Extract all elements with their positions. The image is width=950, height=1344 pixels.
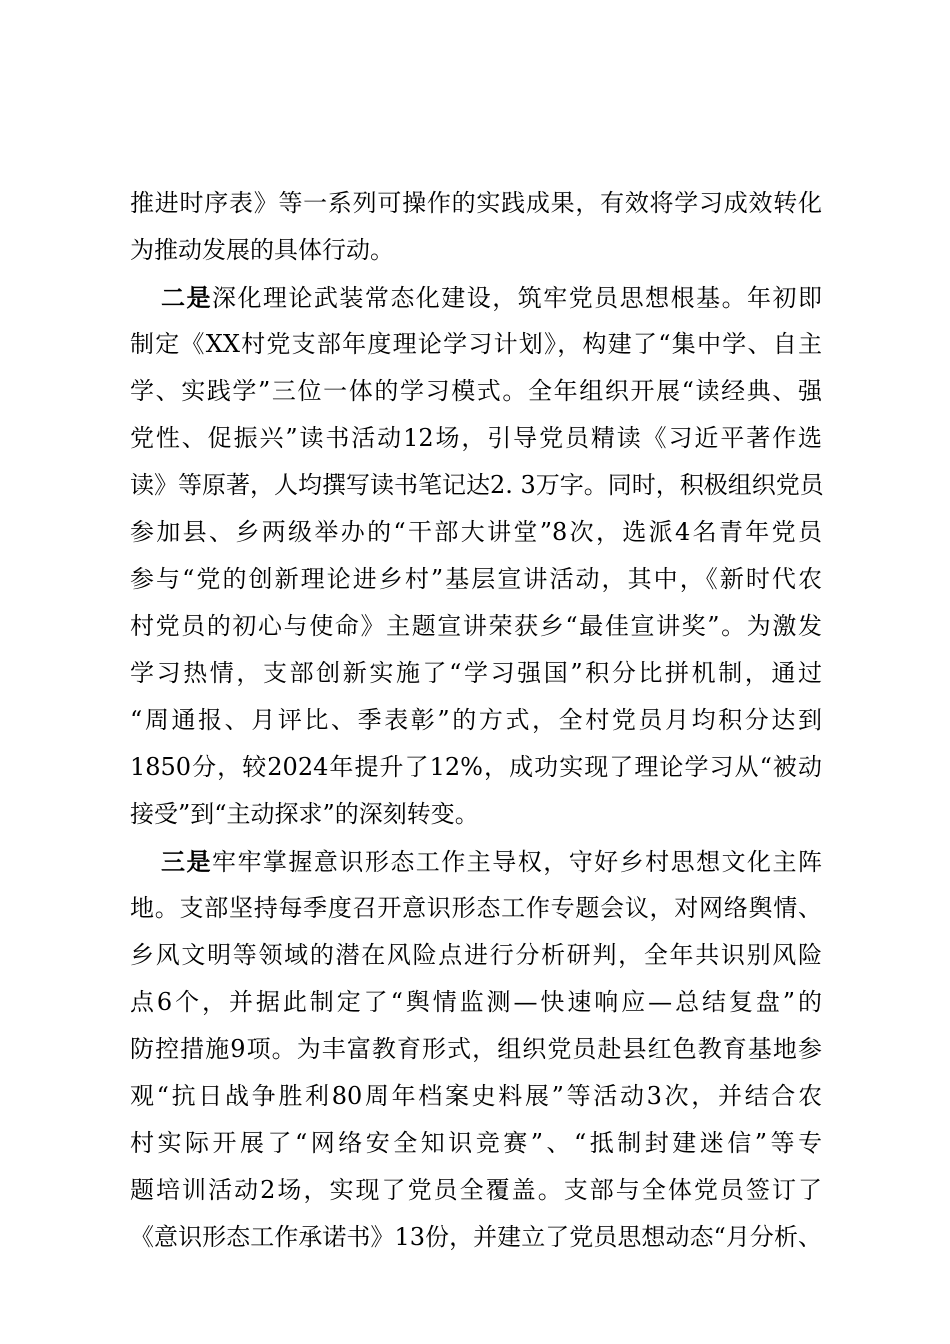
text-line	[130, 885, 822, 932]
text-line	[130, 1026, 822, 1073]
text-line	[130, 744, 822, 791]
line-text: 推进时序表》等一系列可操作的实践成果，有效将学习成效转化	[130, 189, 822, 217]
paragraph-lead: 三是	[161, 847, 212, 876]
line-text: 地。支部坚持每季度召开意识形态工作专题会议，对网络舆情、	[130, 894, 822, 922]
line-text: 乡风文明等领域的潜在风险点进行分析研判，全年共识别风险	[130, 941, 822, 969]
text-line	[130, 603, 822, 650]
line-text: 制定《XX村党支部年度理论学习计划》，构建了“集中学、自主	[130, 330, 822, 358]
line-text: 党性、促振兴”读书活动12场，引导党员精读《习近平著作选	[130, 424, 822, 452]
line-text: 村党员的初心与使命》主题宣讲荣获乡“最佳宣讲奖”。为激发	[130, 612, 822, 640]
text-line	[130, 462, 822, 509]
line-text: 深化理论武装常态化建设，筑牢党员思想根基。年初即	[211, 284, 823, 312]
line-text: 牢牢掌握意识形态工作主导权，守好乡村思想文化主阵	[211, 848, 823, 876]
text-line	[130, 1073, 822, 1120]
text-line	[130, 932, 822, 979]
paragraph	[130, 274, 822, 838]
text-line	[130, 1167, 822, 1214]
line-text: 为推动发展的具体行动。	[130, 236, 394, 264]
line-text: 学、实践学”三位一体的学习模式。全年组织开展“读经典、强	[130, 377, 822, 405]
line-text: 点6个，并据此制定了“舆情监测—快速响应—总结复盘”的	[130, 988, 822, 1016]
text-line	[130, 509, 822, 556]
text-line	[130, 415, 822, 462]
line-text: 参加县、乡两级举办的“干部大讲堂”8次，选派4名青年党员	[130, 518, 822, 546]
line-text: 1850分，较2024年提升了12%，成功实现了理论学习从“被动	[130, 753, 822, 781]
paragraph	[130, 180, 822, 274]
line-text: 接受”到“主动探求”的深刻转变。	[130, 800, 479, 828]
text-line	[130, 321, 822, 368]
line-text: 防控措施9项。为丰富教育形式，组织党员赴县红色教育基地参	[130, 1035, 822, 1063]
line-text: 观“抗日战争胜利80周年档案史料展”等活动3次，并结合农	[130, 1082, 822, 1110]
text-line	[130, 1214, 822, 1261]
line-text: 《意识形态工作承诺书》13份，并建立了党员思想动态“月分析、	[130, 1223, 822, 1251]
text-line	[130, 1120, 822, 1167]
text-line	[130, 697, 822, 744]
document-body	[130, 180, 822, 1261]
text-line	[130, 556, 822, 603]
text-line	[130, 368, 822, 415]
text-line	[130, 650, 822, 697]
text-line	[130, 838, 822, 885]
line-text: 题培训活动2场，实现了党员全覆盖。支部与全体党员签订了	[130, 1176, 822, 1204]
text-line	[130, 979, 822, 1026]
line-text: 村实际开展了“网络安全知识竞赛”、“抵制封建迷信”等专	[130, 1129, 822, 1157]
line-text: 参与“党的创新理论进乡村”基层宣讲活动，其中，《新时代农	[130, 565, 822, 593]
text-line	[130, 180, 822, 227]
text-line	[130, 274, 822, 321]
paragraph	[130, 838, 822, 1261]
line-text: 读》等原著，人均撰写读书笔记达2. 3万字。同时，积极组织党员	[130, 471, 824, 499]
text-line	[130, 227, 822, 274]
text-line	[130, 791, 822, 838]
paragraph-lead: 二是	[161, 283, 212, 312]
line-text: “周通报、月评比、季表彰”的方式，全村党员月均积分达到	[130, 706, 822, 734]
line-text: 学习热情，支部创新实施了“学习强国”积分比拼机制，通过	[130, 659, 822, 687]
